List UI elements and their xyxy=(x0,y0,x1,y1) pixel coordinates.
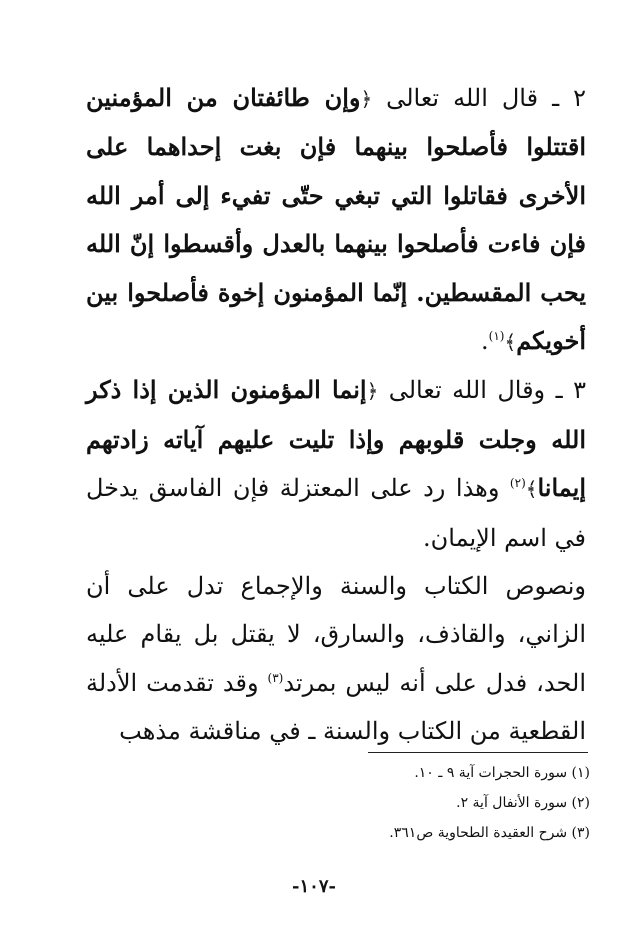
footnote-ref-2: (٢) xyxy=(509,476,526,491)
quran-quote-hujurat: وإن طائفتان من المؤمنين اقتتلوا فأصلحوا بينهما فإن بغت إحداهما على الأخرى فقاتلوا التي تبغي حتّى تفيء إلى أمر الله فإن فاءت فأصلحوا بينهما بالعدل وأقسطوا إنّ الله يحب المقسطين. إنّما المؤمنون إخوة فأصلحوا بين أخويكم xyxy=(86,83,586,356)
footnote-2: (٢) سورة الأنفال آية ٢. xyxy=(456,795,590,811)
footnote-3: (٣) شرح العقيدة الطحاوية ص٣٦١. xyxy=(389,825,590,841)
paragraph-verse-2 xyxy=(86,74,586,366)
texts-sentence-a: ونصوص الكتاب والسنة والإجماع تدل على أن الزاني، والقاذف، والسارق، لا يقتل بل يقام عليه الحد، فدل على أنه ليس بمرتد xyxy=(86,572,586,697)
verse-3-commentary: وهذا رد على المعتزلة فإن الفاسق يدخل في اسم الإيمان. xyxy=(86,474,586,552)
verse-2-intro: ٢ ـ قال الله تعالى xyxy=(372,84,587,112)
footnote-divider xyxy=(368,752,588,753)
paragraph-verse-3 xyxy=(86,366,586,562)
quran-close-bracket: ﴾ xyxy=(525,477,538,502)
footnote-ref-3: (٣) xyxy=(267,670,284,685)
quran-open-bracket: ﴿ xyxy=(366,379,379,404)
main-text xyxy=(86,74,586,756)
footnotes xyxy=(300,758,590,848)
footnote-1: (١) سورة الحجرات آية ٩ ـ ١٠. xyxy=(414,765,590,781)
verse-3-intro: ٣ ـ وقال الله تعالى xyxy=(378,376,586,405)
verse-2-end: . xyxy=(481,327,489,356)
quran-open-bracket: ﴿ xyxy=(360,87,373,111)
texts-sentence-b: وقد تقدمت الأدلة القطعية من الكتاب والسنة ـ في مناقشة مذهب xyxy=(86,668,586,746)
page-number: -١٠٧- xyxy=(292,876,336,897)
footnote-ref-1: (١) xyxy=(488,329,505,344)
paragraph-texts xyxy=(86,562,586,756)
quran-close-bracket: ﴾ xyxy=(504,330,517,355)
quran-quote-anfal: إنما المؤمنون الذين إذا ذكر الله وجلت قلوبهم وإذا تليت عليهم آياته زادتهم إيمانا xyxy=(86,375,586,503)
